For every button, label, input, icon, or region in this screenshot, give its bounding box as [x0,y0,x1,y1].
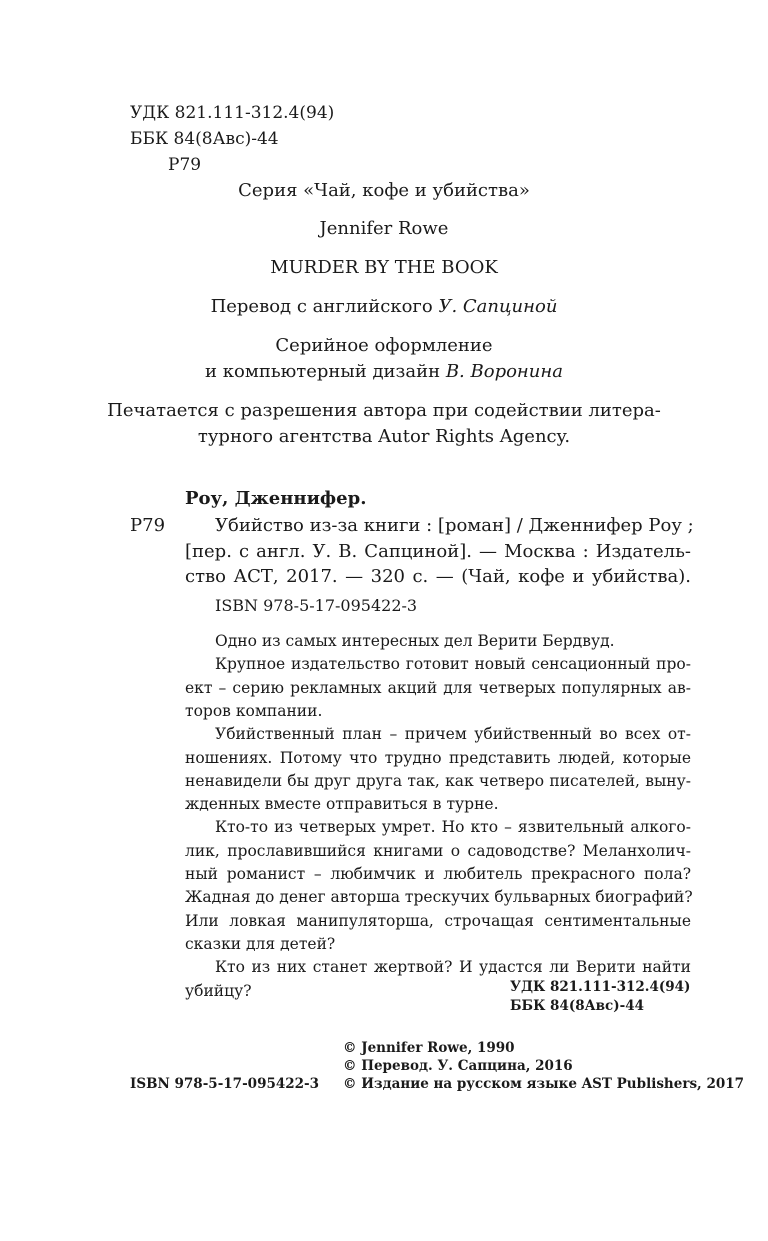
original-title: MURDER BY THE BOOK [270,257,498,278]
udk-code: УДК 821.111-312.4(94) [130,103,335,123]
annotation-line: Кто-то из четверых умрет. Но кто – язвительный алкого- [215,818,691,837]
annotation-line: ный романист – любимчик и любитель прекрасного пола? [185,865,691,883]
catalog-line-2: [пер. с англ. У. В. Сапциной]. — Москва : Издатель- [185,541,691,562]
annotation-line: торов компании. [185,701,323,720]
design-line-1: Серийное оформление [275,335,493,356]
catalog-line-1: Убийство из-за книги : [роман] / Дженнифер Роу ; [215,515,694,536]
annotation-line: Жадная до денег авторша трескучих бульварных биографий? [185,888,693,907]
original-author: Jennifer Rowe [319,218,449,239]
annotation-line: Крупное издательство готовит новый сенсационный про- [215,655,691,674]
annotation-line: сказки для детей? [185,934,336,953]
copyright-2: © Перевод. У. Сапцина, 2016 [343,1058,573,1074]
footer-bbk: ББК 84(8Авс)-44 [510,998,644,1014]
copyright-1: © Jennifer Rowe, 1990 [343,1040,515,1056]
annotation-line: жденных вместе отправиться в турне. [185,795,499,814]
annotation-line: лик, прославившийся книгами о садоводстве? Меланхолич- [185,841,691,860]
annotation-line: Или ловкая манипуляторша, строчащая сентиментальные [185,911,691,930]
translator-name: У. Сапциной [438,296,558,317]
catalog-heading: Роу, Дженнифер. [185,488,367,509]
translation-prefix: Перевод с английского [210,296,433,317]
designer-name: В. Воронина [445,361,563,382]
annotation-line: убийцу? [185,981,252,1000]
translation-line [0,296,768,317]
annotation-line: ект – серию рекламных акций для четверых популярных ав- [185,678,691,697]
design-line-2 [0,361,768,382]
permission-line-2: турного агентства Autor Rights Agency. [197,426,571,447]
annotation-line: Одно из самых интересных дел Верити Бердвуд. [215,632,615,650]
annotation-line: Убийственный план – причем убийственный во всех от- [215,725,691,744]
copyright-3: © Издание на русском языке AST Publishers, 2017 [343,1076,745,1092]
annotation-line: Кто из них станет жертвой? И удастся ли Верити найти [215,958,691,977]
catalog-mark: Р79 [130,515,166,536]
annotation-line: ношениях. Потому что трудно представить людей, которые [185,748,691,767]
footer-udk: УДК 821.111-312.4(94) [510,979,691,995]
permission-line-1: Печатается с разрешения автора при содействии литера- [107,400,661,421]
catalog-isbn: ISBN 978-5-17-095422-3 [215,596,418,615]
catalog-line-3: ство АСТ, 2017. — 320 с. — (Чай, кофе и убийства). [185,566,691,587]
bbk-code: ББК 84(8Авс)-44 [130,129,279,149]
footer-isbn: ISBN 978-5-17-095422-3 [130,1076,320,1092]
design-prefix: и компьютерный дизайн [205,361,441,382]
annotation-line: ненавидели бы друг друга так, как четверо писателей, выну- [185,771,691,790]
series-line: Серия «Чай, кофе и убийства» [238,180,530,201]
author-mark: Р79 [168,155,202,175]
